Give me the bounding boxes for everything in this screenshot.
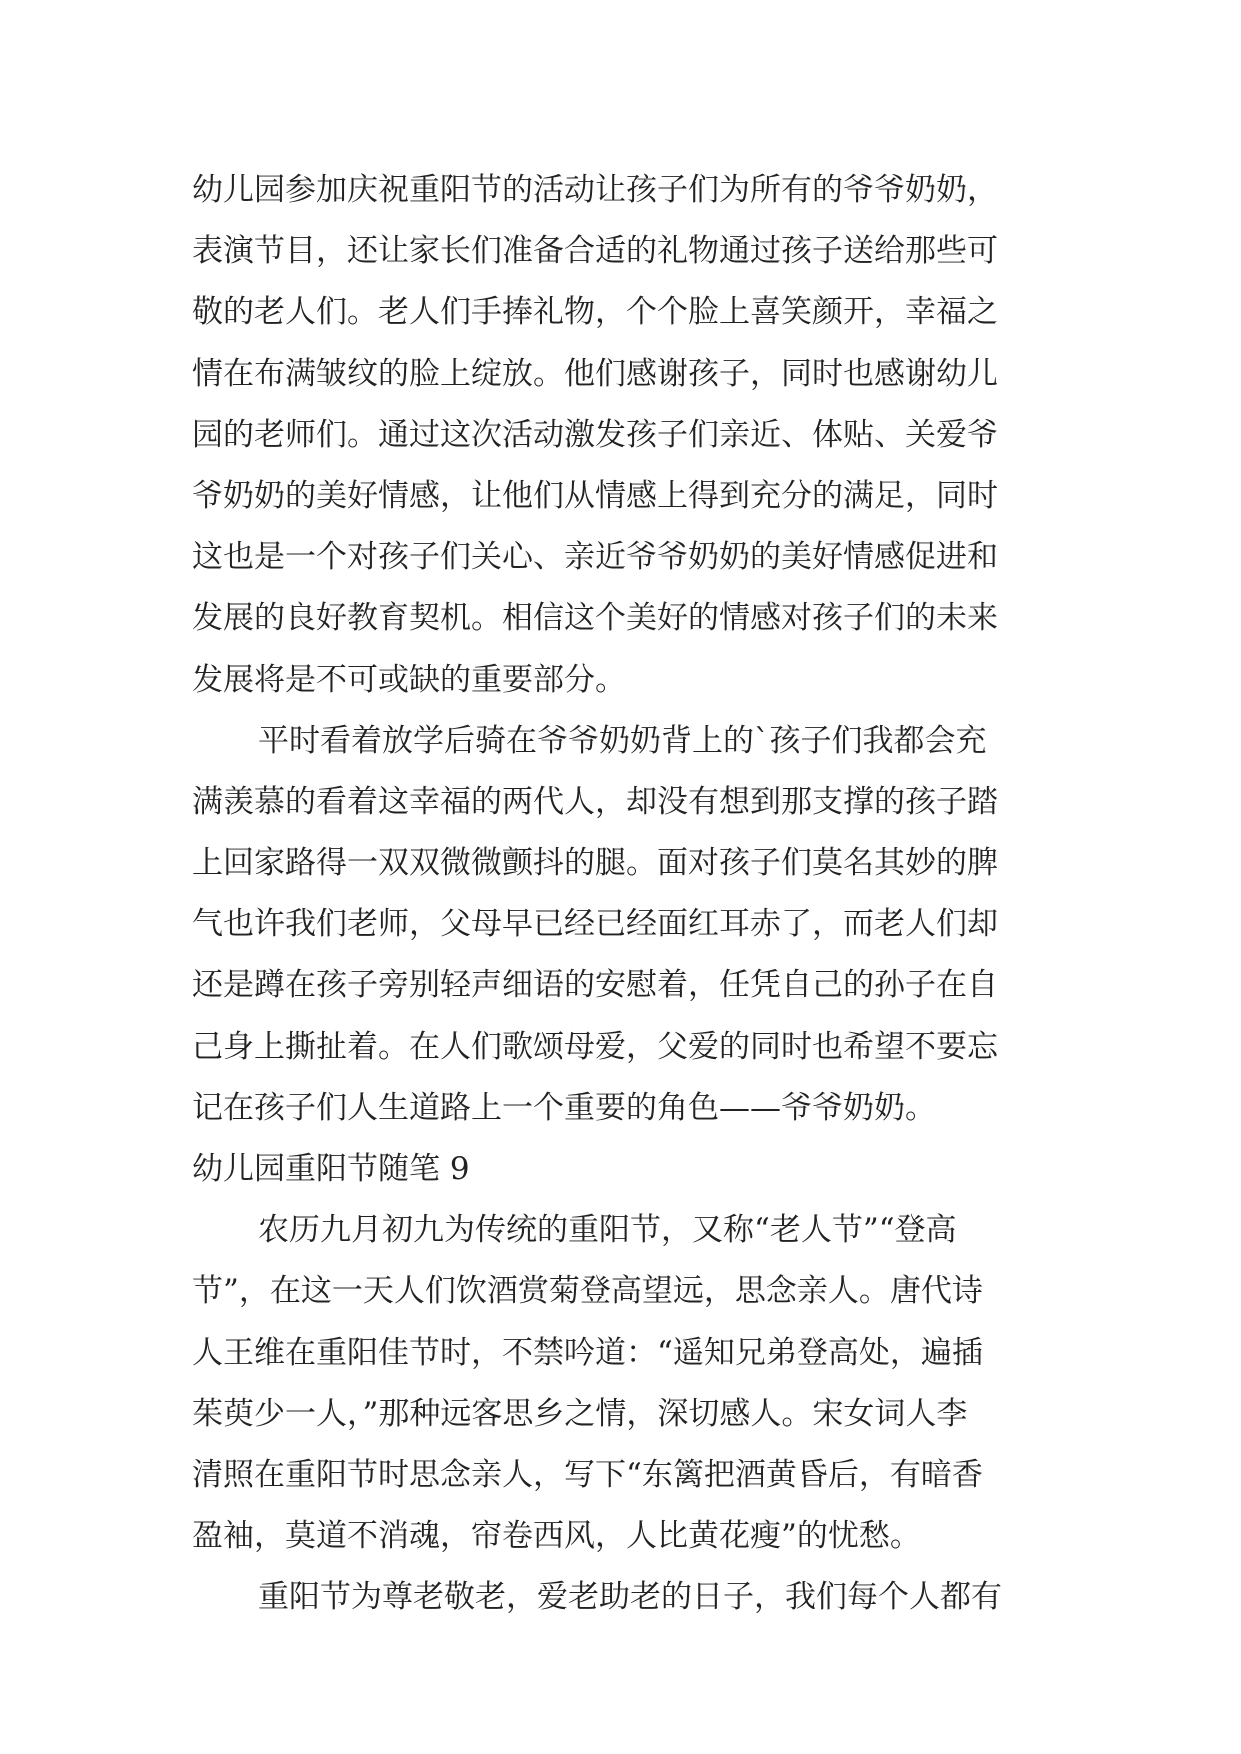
paragraph-line: 重阳节为尊老敬老，爱老助老的日子，我们每个人都有 — [258, 1579, 1002, 1616]
paragraph-line: 节”，在这一天人们饮酒赏菊登高望远，思念亲人。唐代诗 — [192, 1273, 983, 1310]
paragraph-line: 农历九月初九为传统的重阳节，又称“老人节”“登高 — [258, 1212, 957, 1249]
paragraph-line: 敬的老人们。老人们手捧礼物，个个脸上喜笑颜开，幸福之 — [192, 294, 998, 331]
paragraph-line: 盈袖，莫道不消魂，帘卷西风，人比黄花瘦”的忧愁。 — [192, 1518, 921, 1555]
paragraph-2 — [192, 711, 1072, 1139]
paragraph-line: 还是蹲在孩子旁别轻声细语的安慰着，任凭自己的孙子在自 — [192, 967, 998, 1004]
paragraph-line: 表演节目，还让家长们准备合适的礼物通过孩子送给那些可 — [192, 233, 998, 270]
paragraph-line: 气也许我们老师，父母早已经已经面红耳赤了，而老人们却 — [192, 906, 998, 943]
paragraph-line: 这也是一个对孩子们关心、亲近爷爷奶奶的美好情感促进和 — [192, 539, 998, 576]
paragraph-line: 发展的良好教育契机。相信这个美好的情感对孩子们的未来 — [192, 600, 998, 637]
paragraph-4 — [192, 1567, 1072, 1628]
paragraph-line: 园的老师们。通过这次活动激发孩子们亲近、体贴、关爱爷 — [192, 416, 998, 453]
paragraph-line: 平时看着放学后骑在爷爷奶奶背上的`孩子们我都会充 — [258, 722, 987, 759]
paragraph-1 — [192, 160, 1072, 711]
paragraph-line: 人王维在重阳佳节时，不禁吟道：“遥知兄弟登高处，遍插 — [192, 1334, 983, 1371]
paragraph-line: 情在布满皱纹的脸上绽放。他们感谢孩子，同时也感谢幼儿 — [192, 355, 998, 392]
body-text — [192, 160, 1072, 1629]
paragraph-line: 记在孩子们人生道路上一个重要的角色——爷爷奶奶。 — [192, 1089, 936, 1126]
paragraph-line: 发展将是不可或缺的重要部分。 — [192, 661, 626, 698]
section-heading: 幼儿园重阳节随笔 9 — [192, 1151, 470, 1187]
paragraph-line: 清照在重阳节时思念亲人，写下“东篱把酒黄昏后，有暗香 — [192, 1456, 983, 1493]
paragraph-line: 爷奶奶的美好情感，让他们从情感上得到充分的满足，同时 — [192, 477, 998, 514]
paragraph-line: 满羡慕的看着这幸福的两代人，却没有想到那支撑的孩子踏 — [192, 783, 998, 820]
paragraph-line: 茱萸少一人，”那种远客思乡之情，深切感人。宋女词人李 — [192, 1395, 968, 1432]
paragraph-line: 上回家路得一双双微微颤抖的腿。面对孩子们莫名其妙的脾 — [192, 845, 998, 882]
paragraph-line: 幼儿园参加庆祝重阳节的活动让孩子们为所有的爷爷奶奶， — [192, 172, 998, 208]
paragraph-3 — [192, 1200, 1072, 1567]
paragraph-line: 己身上撕扯着。在人们歌颂母爱，父爱的同时也希望不要忘 — [192, 1028, 998, 1065]
